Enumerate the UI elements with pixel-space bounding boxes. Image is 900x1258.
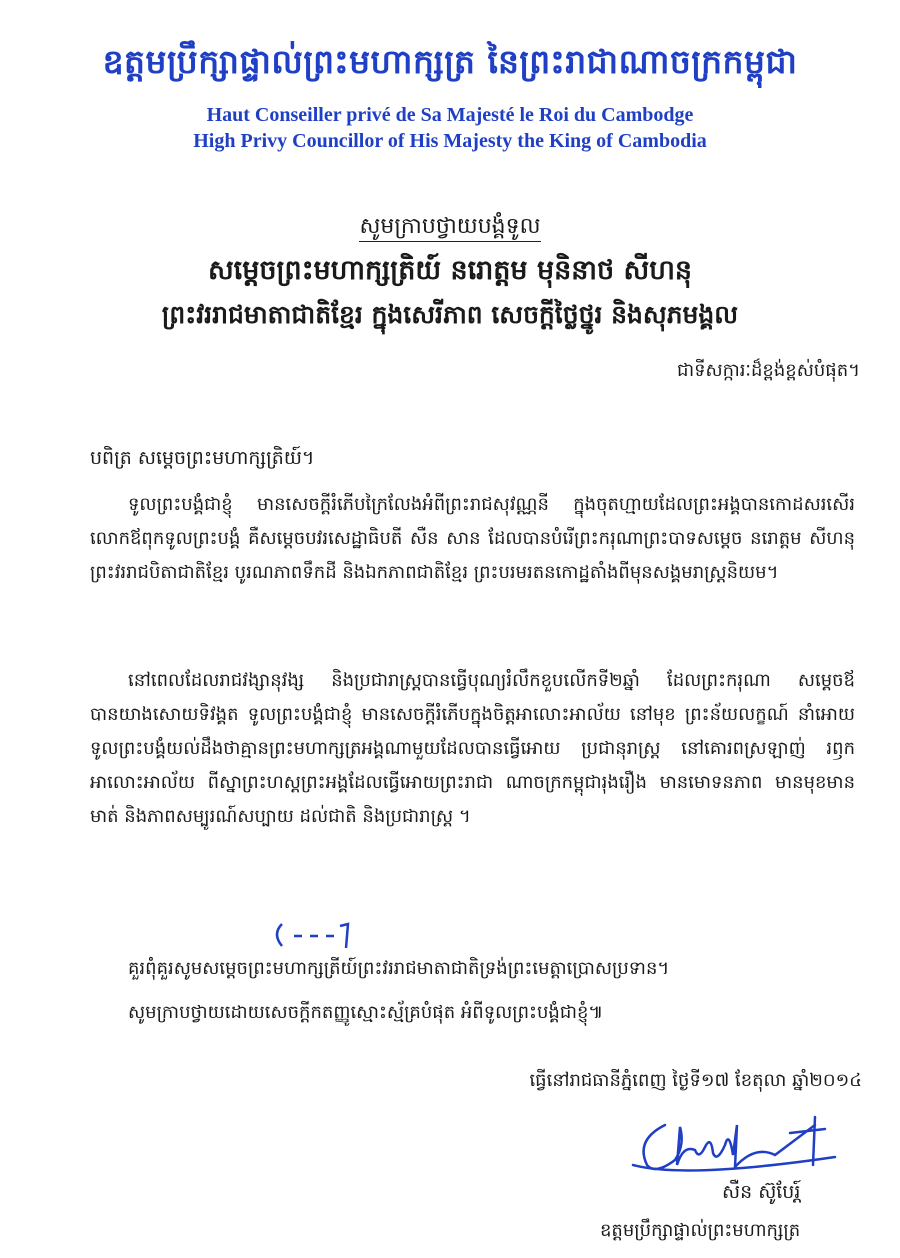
letterhead-khmer: ឧត្តមប្រឹក្សាផ្ទាល់ព្រះមហាក្សត្រ នៃព្រះរាជាណាចក្រកម្ពុជា	[102, 42, 798, 81]
addressee-title: ព្រះវររាជមាតាជាតិខ្មែរ ក្នុងសេរីភាព សេចក្តីថ្លៃថ្នូរ និងសុភមង្គល	[161, 300, 739, 329]
paragraph-1: ទូលព្រះបង្គំជាខ្ញុំ មានសេចក្តីរំភើបក្រៃលែងអំពីព្រះរាជសុវណ្ណនី ក្នុងចុតហ្មាយដែលព្រះអង្គបានកោដសរសើរ លោកឪពុកទូលព្រះបង្គំ គឺសម្តេចបវរសេដ្ឋាធិបតី សឺន សាន ដែលបានបំរើព្រះករុណាព្រះបាទសម្តេច នរោត្តម សីហនុ ព្រះវររាជបិតាជាតិខ្មែរ បូរណភាពទឹកដី និងឯកភាពជាតិខ្មែរ ព្រះបរមរតនកោដ្ឋតាំងពីមុនសង្គមរាស្ត្រនិយម។	[90, 494, 855, 583]
closing-regards: សូមក្រាបថ្វាយដោយសេចក្តីកតញ្ញូស្មោះស្ម័គ្របំផុត អំពីទូលព្រះបង្គំជាខ្ញុំ៕	[128, 1002, 604, 1023]
salutation	[0, 212, 900, 244]
closing-request: គួរពុំគួរសូមសម្តេចព្រះមហាក្សត្រីយ៍ព្រះវររាជមាតាជាតិទ្រង់ព្រះមេត្តាប្រោសប្រទាន។	[128, 958, 670, 979]
letterhead-french: Haut Conseiller privé de Sa Majesté le Roi du Cambodge	[206, 104, 694, 126]
signer-title: ឧត្តមប្រឹក្សាផ្ទាល់ព្រះមហាក្សត្រ	[600, 1220, 801, 1241]
handwritten-mark	[270, 914, 400, 954]
signer-name: សឺន ស៊ូបែរ្ត៍	[722, 1181, 801, 1203]
addressee-name: សម្តេចព្រះមហាក្សត្រិយ៍ នរោត្តម មុនិនាថ សីហនុ	[207, 255, 693, 286]
salutation-text: សូមក្រាបថ្វាយបង្គំទូល	[359, 214, 540, 242]
dateline: ធ្វើនៅរាជធានីភ្នំពេញ ថ្ងៃទី១៧ ខែតុលា ឆ្នាំ២០១៤	[529, 1070, 862, 1091]
honorific: ជាទីសក្ការៈដ៏ខ្ពង់ខ្ពស់បំផុត។	[676, 360, 860, 381]
paragraph-2: នៅពេលដែលរាជវង្សានុវង្ស និងប្រជារាស្ត្របានធ្វើបុណ្យរំលឹកខួបលើកទី២ឆ្នាំ ដែលព្រះករុណា សម្តេចឪ បានយាងសោយទិវង្គត ទូលព្រះបង្គំជាខ្ញុំ មានសេចក្តីរំភើបក្នុងចិត្តអាលោះអាល័យ នៅមុខ ព្រះន័យលក្ខណ៍ នាំអោយទូលព្រះបង្គំយល់ដឹងថាគ្មានព្រះមហាក្សត្រអង្គណាមួយដែលបានធ្វើអោយ ប្រជានុរាស្ត្រ នៅគោរពស្រឡាញ់ រឭក អាលោះអាល័យ ពីស្នាព្រះហស្តព្រះអង្គដែលធ្វើអោយព្រះរាជា ណាចក្រកម្ពុជារុងរឿង មានមោទនភាព មានមុខមានមាត់ និងភាពសម្បូរណ៍សប្បាយ ដល់ជាតិ និងប្រជារាស្ត្រ ។	[90, 670, 855, 827]
letterhead-english: High Privy Councillor of His Majesty the King of Cambodia	[193, 130, 707, 152]
greeting: បពិត្រ សម្តេចព្រះមហាក្សត្រិយ៍។	[90, 447, 315, 469]
